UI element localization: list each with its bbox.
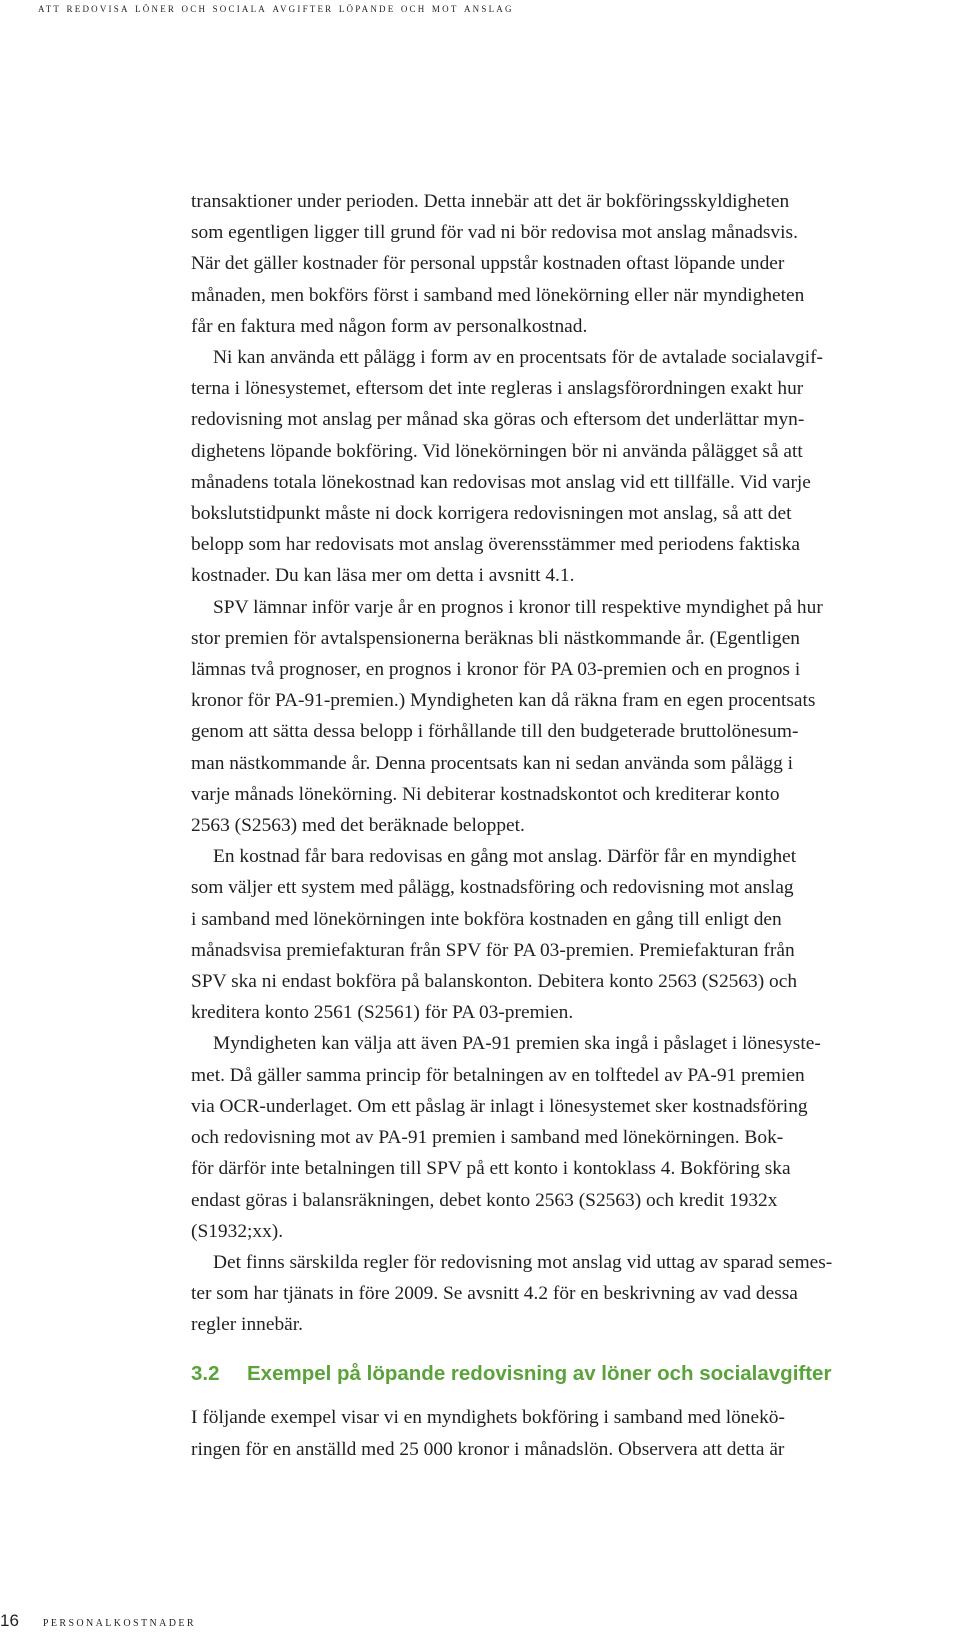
text-line: kronor för PA-91-premien.) Myndigheten kan då räkna fram en egen procentsats — [191, 690, 816, 712]
paragraph-2 — [191, 342, 941, 592]
text-line: Det finns särskilda regler för redovisning mot anslag vid uttag av sparad semes- — [213, 1251, 833, 1273]
running-header: att redovisa löner och sociala avgifter löpande och mot anslag — [38, 0, 514, 15]
text-line: som egentligen ligger till grund för vad ni bör redovisa mot anslag månadsvis. — [191, 222, 798, 244]
text-line: man nästkommande år. Denna procentsats kan ni sedan använda som pålägg i — [191, 752, 794, 774]
section-number: 3.2 — [191, 1362, 220, 1385]
text-line: Myndigheten kan välja att även PA-91 premien ska ingå i påslaget i lönesyste- — [213, 1033, 821, 1055]
text-line: månadens totala lönekostnad kan redovisas mot anslag vid ett tillfälle. Vid varje — [191, 471, 811, 493]
text-line: regler innebär. — [191, 1314, 303, 1336]
text-line: ringen för en anställd med 25 000 kronor i månadslön. Observera att detta är — [191, 1438, 785, 1460]
text-line: månaden, men bokförs först i samband med lönekörning eller när myndigheten — [191, 284, 805, 306]
text-line: varje månads lönekörning. Ni debiterar kostnadskontot och krediterar konto — [191, 783, 780, 805]
text-line: kreditera konto 2561 (S2561) för PA 03-premien. — [191, 1002, 574, 1024]
text-line: SPV lämnar inför varje år en prognos i kronor till respektive myndighet på hur — [213, 596, 823, 618]
paragraph-6 — [191, 1247, 941, 1341]
text-line: dighetens löpande bokföring. Vid lönekörningen bör ni använda pålägget så att — [191, 440, 803, 462]
body-text — [191, 186, 941, 1341]
text-line: (S1932;xx). — [191, 1220, 284, 1242]
text-line: får en faktura med någon form av personalkostnad. — [191, 315, 588, 337]
text-line: redovisning mot anslag per månad ska göras och eftersom det underlättar myn- — [191, 409, 805, 431]
text-line: En kostnad får bara redovisas en gång mot anslag. Därför får en myndighet — [213, 846, 797, 868]
paragraph-3 — [191, 592, 941, 842]
text-line: 2563 (S2563) med det beräknade beloppet. — [191, 815, 525, 837]
text-line: terna i lönesystemet, eftersom det inte regleras i anslagsförordningen exakt hur — [191, 378, 804, 400]
text-line: för därför inte betalningen till SPV på ett konto i kontoklass 4. Bokföring ska — [191, 1158, 791, 1180]
section-title: Exempel på löpande redovisning av löner och socialavgifter — [247, 1362, 832, 1385]
text-line: kostnader. Du kan läsa mer om detta i avsnitt 4.1. — [191, 565, 575, 587]
text-line: Ni kan använda ett pålägg i form av en procentsats för de avtalade socialavgif- — [213, 347, 824, 369]
section-body — [191, 1402, 941, 1465]
text-line: belopp som har redovisats mot anslag överensstämmer med periodens faktiska — [191, 534, 801, 556]
paragraph-4 — [191, 841, 941, 1028]
text-line: met. Då gäller samma princip för betalningen av en tolftedel av PA-91 premien — [191, 1064, 805, 1086]
text-line: endast göras i balansräkningen, debet konto 2563 (S2563) och kredit 1932x — [191, 1189, 778, 1211]
text-line: och redovisning mot av PA-91 premien i samband med lönekörningen. Bok- — [191, 1127, 784, 1149]
text-line: lämnas två prognoser, en prognos i kronor för PA 03-premien och en prognos i — [191, 659, 801, 681]
text-line: bokslutstidpunkt måste ni dock korrigera redovisningen mot anslag, så att det — [191, 503, 792, 525]
text-line: transaktioner under perioden. Detta innebär att det är bokföringsskyldigheten — [191, 191, 790, 212]
paragraph-5 — [191, 1028, 941, 1246]
text-line: genom att sätta dessa belopp i förhållande till den budgeterade bruttolönesum- — [191, 721, 799, 743]
text-line: När det gäller kostnader för personal uppstår kostnaden oftast löpande under — [191, 253, 785, 275]
section-heading — [191, 1362, 831, 1386]
paragraph-1 — [191, 186, 941, 342]
text-line: via OCR-underlaget. Om ett påslag är inlagt i lönesystemet sker kostnadsföring — [191, 1095, 808, 1117]
text-line: som väljer ett system med pålägg, kostnadsföring och redovisning mot anslag — [191, 877, 794, 899]
text-line: I följande exempel visar vi en myndighets bokföring i samband med lönekö- — [191, 1407, 785, 1428]
page-footer — [0, 1611, 196, 1631]
text-line: månadsvisa premiefakturan från SPV för PA 03-premien. Premiefakturan från — [191, 939, 795, 961]
text-line: SPV ska ni endast bokföra på balanskonton. Debitera konto 2563 (S2563) och — [191, 971, 798, 993]
text-line: ter som har tjänats in före 2009. Se avsnitt 4.2 för en beskrivning av vad dessa — [191, 1283, 798, 1305]
text-line: stor premien för avtalspensionerna beräknas bli nästkommande år. (Egentligen — [191, 627, 800, 649]
publication-title: personalkostnader — [42, 1615, 196, 1630]
page-number: 16 — [0, 1611, 19, 1630]
text-line: i samband med lönekörningen inte bokföra kostnaden en gång till enligt den — [191, 908, 782, 930]
